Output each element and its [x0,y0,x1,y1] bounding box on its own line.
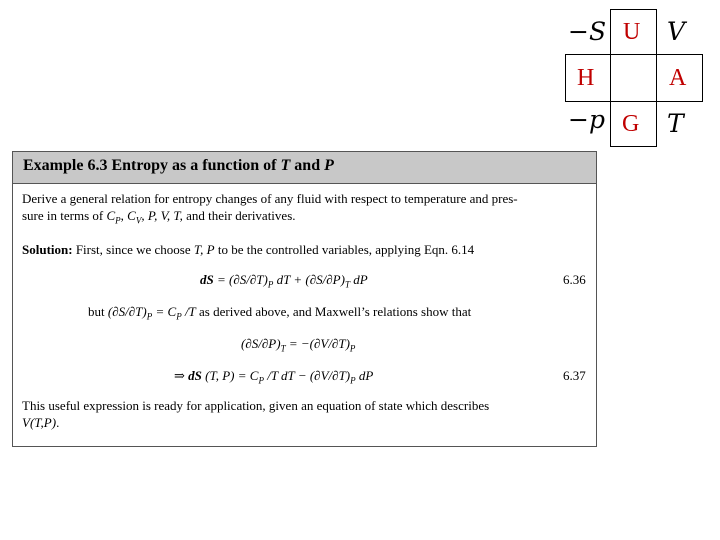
but-line: but $(\partial S/\partial T)_P = C_P$ /T as derived above, and Maxwell’s relations show that [88,304,472,322]
square-cell-center [610,54,657,102]
example-box [12,151,597,447]
equation-6-36: dS = $(\partial S/\partial T)_P$ dT + $(\partial S/\partial P)_T$ dP [200,272,368,290]
square-letter-g: G [622,111,640,137]
square-letter-h: H [577,65,595,91]
equation-number-6-36: 6.36 [563,272,586,287]
square-var-minus-s: −S [568,17,607,46]
square-letter-u: U [623,19,641,45]
square-var-t: T [667,109,684,138]
intro-paragraph: Derive a general relation for entropy changes of any fluid with respect to temperature and pres- sure in terms of $C_P$, $C_V$, P, V, T, and their derivatives. [22,191,518,226]
square-var-minus-p: −p [568,105,605,134]
example-header [13,152,596,184]
closing-paragraph: This useful expression is ready for application, given an equation of state which describes V(T,P). [22,398,490,430]
square-letter-a: A [669,65,687,91]
square-var-v: V [667,17,686,46]
maxwell-relation: $(\partial S/\partial P)_T = -(\partial V/\partial T)_P$ [241,336,356,354]
example-title: Example 6.3 Entropy as a function of T and P [23,157,334,174]
equation-6-37: ⇒ dS (T, $P) = C_P$ /T dT − $(\partial V/\partial T)_P$ dP [174,368,374,386]
equation-number-6-37: 6.37 [563,368,586,383]
solution-paragraph: Solution: First, since we choose T, P to be the controlled variables, applying Eqn. 6.14 [22,242,475,257]
